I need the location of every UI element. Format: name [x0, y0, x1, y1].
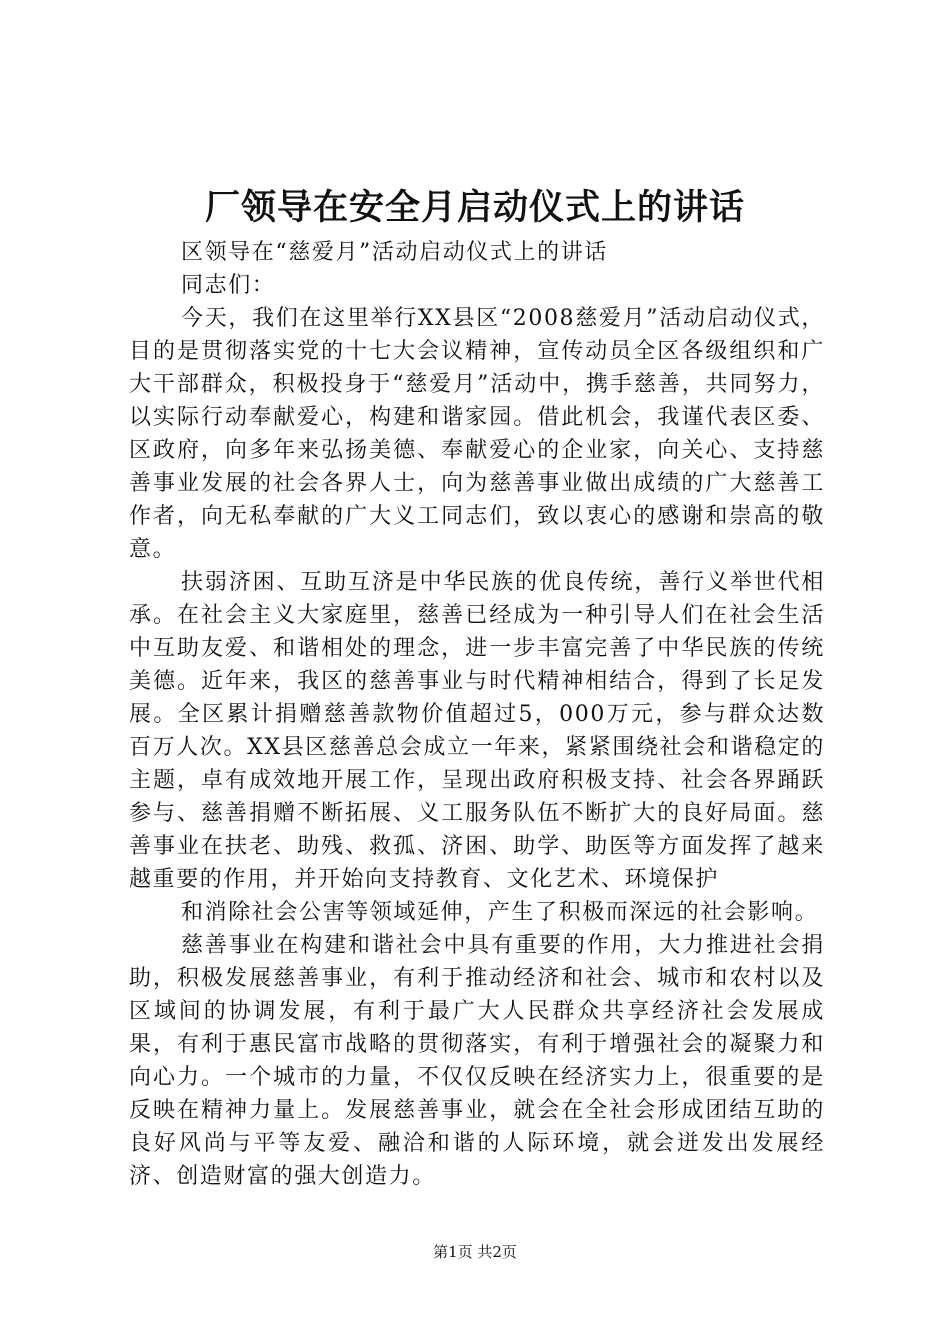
paragraph-importance: 慈善事业在构建和谐社会中具有重要的作用，大力推进社会捐助，积极发展慈善事业，有利于推动经济和社会、城市和农村以及区域间的协调发展，有利于最广大人民群众共享经济社会发展成果，有利于惠民富市战略的贯彻落实，有利于增强社会的凝聚力和向心力。一个城市的力量，不仅仅反映在经济实力上，很重要的是反映在精神力量上。发展慈善事业，就会在全社会形成团结互助的良好风尚与平等友爱、融洽和谐的人际环境，就会迸发出发展经济、创造财富的强大创造力。: [129, 933, 825, 1189]
salutation: 同志们：: [181, 273, 276, 298]
document-body: [129, 236, 825, 1193]
document-title: 厂领导在安全月启动仪式上的讲话: [204, 188, 745, 228]
speech-heading-line: 区领导在“慈爱月”活动启动仪式上的讲话: [181, 240, 608, 265]
paragraph-tradition: 扶弱济困、互助互济是中华民族的优良传统，善行义举世代相承。在社会主义大家庭里，慈善已经成为一种引导人们在社会生活中互助友爱、和谐相处的理念，进一步丰富完善了中华民族的传统美德。近年来，我区的慈善事业与时代精神相结合，得到了长足发展。全区累计捐赠慈善款物价值超过5，000万元，参与群众达数百万人次。XX县区慈善总会成立一年来，紧紧围绕社会和谐稳定的主题，卓有成效地开展工作，呈现出政府积极支持、社会各界踊跃参与、慈善捐赠不断拓展、义工服务队伍不断扩大的良好局面。慈善事业在扶老、助残、救孤、济困、助学、助医等方面发挥了越来越重要的作用，并开始向支持教育、文化艺术、环境保护: [129, 570, 825, 892]
paragraph-continuation: 和消除社会公害等领域延伸，产生了积极而深远的社会影响。: [181, 900, 819, 925]
paragraph-opening: 今天，我们在这里举行XX县区“2008慈爱月”活动启动仪式，目的是贯彻落实党的十七大会议精神，宣传动员全区各级组织和广大干部群众，积极投身于“慈爱月”活动中，携手慈善，共同努力，以实际行动奉献爱心，构建和谐家园。借此机会，我谨代表区委、区政府，向多年来弘扬美德、奉献爱心的企业家，向关心、支持慈善事业发展的社会各界人士，向为慈善事业做出成绩的广大慈善工作者，向无私奉献的广大义工同志们，致以衷心的感谢和崇高的敬意。: [129, 306, 825, 562]
page-footer: 第1页 共2页: [433, 1243, 517, 1261]
